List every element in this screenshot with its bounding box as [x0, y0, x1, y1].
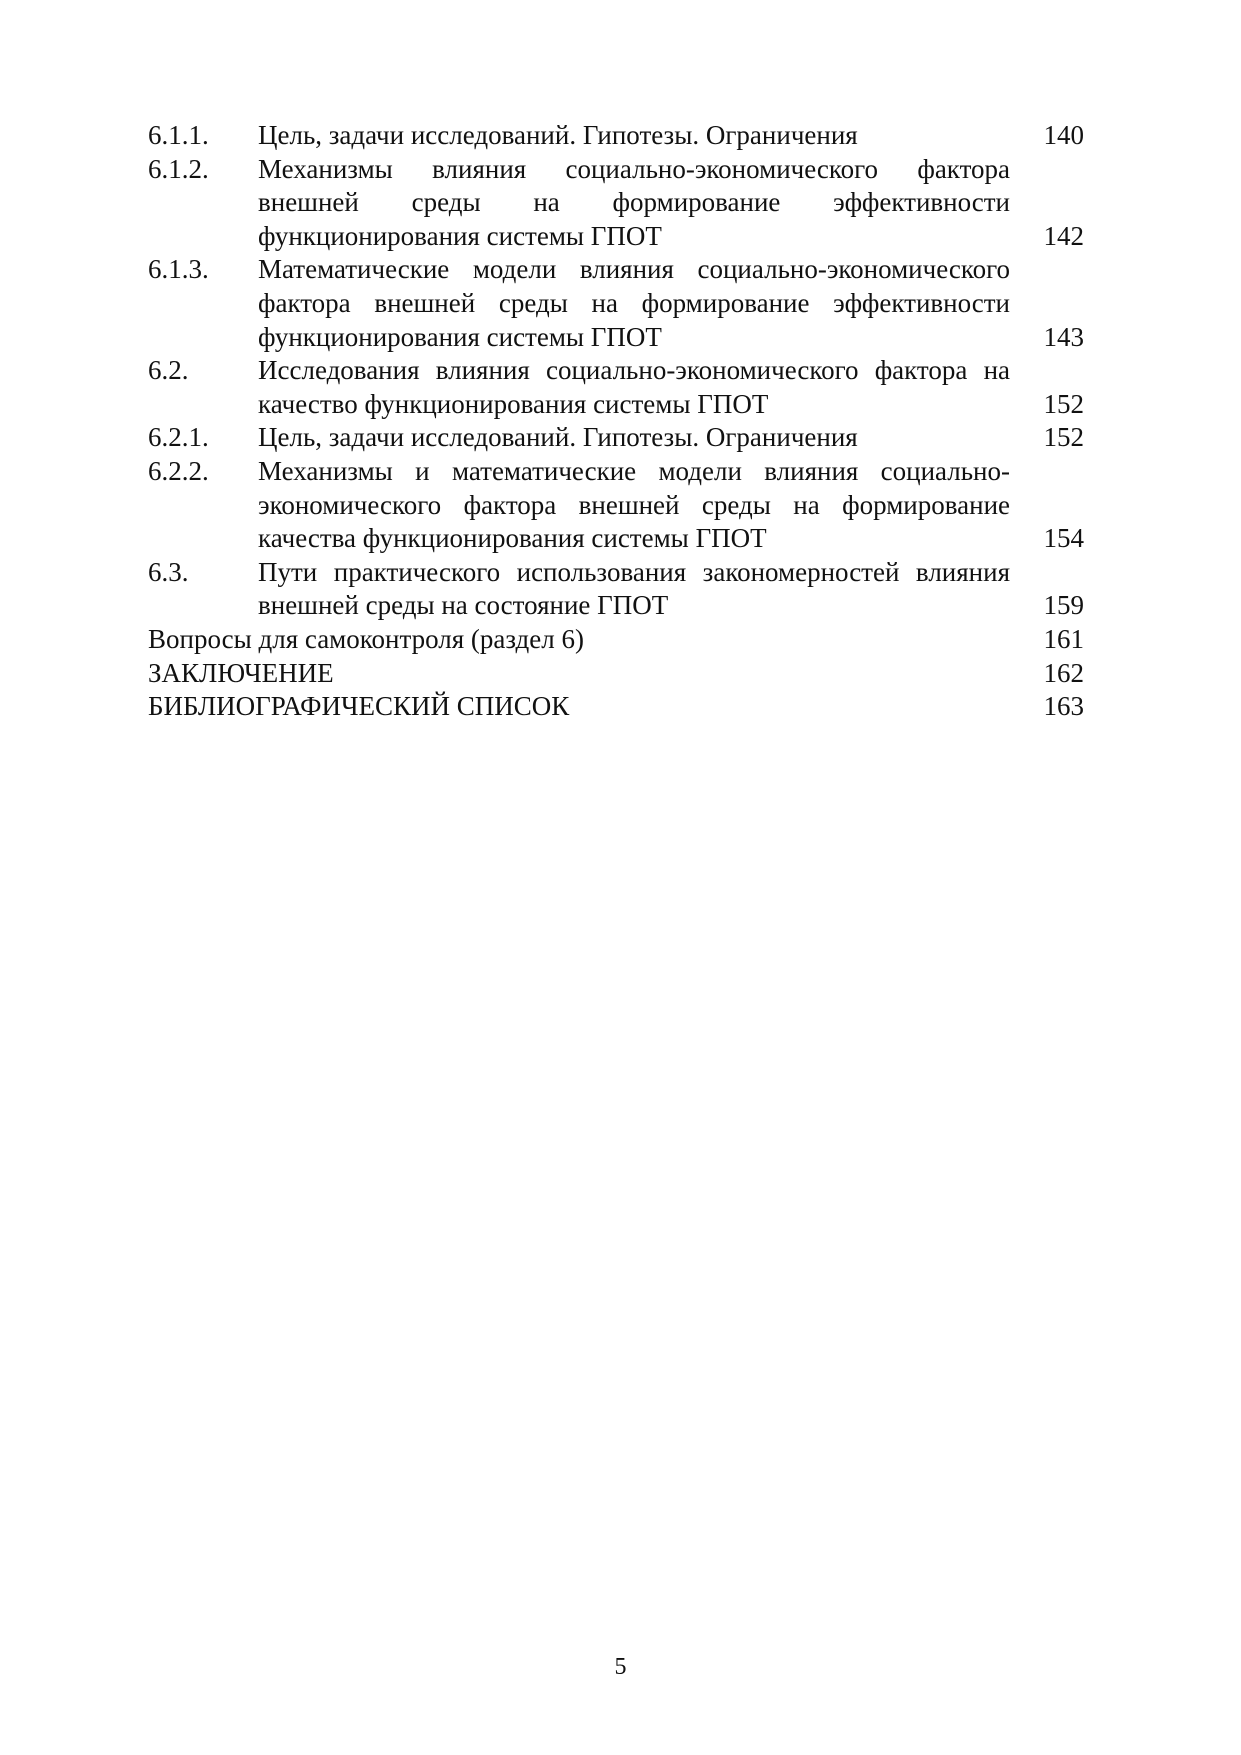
toc-entry-title: Механизмы влияния социально-экономического фактора внешней среды на формирование эффективности функционирования системы ГПОТ: [258, 153, 1010, 251]
toc-entry-title: БИБЛИОГРАФИЧЕСКИЙ СПИСОК: [148, 691, 570, 722]
toc-entry-number: 6.3.: [148, 556, 189, 587]
toc-entry-page: 162: [1043, 657, 1084, 688]
toc-entry-number: 6.2.: [148, 355, 189, 386]
toc-entry-title: Цель, задачи исследований. Гипотезы. Ограничения: [258, 120, 858, 150]
page-number: 5: [614, 1654, 627, 1680]
toc-entry-title: Пути практического использования закономерностей влияния внешней среды на состояние ГПОТ: [258, 556, 1010, 621]
toc-entry-title: Исследования влияния социально-экономического фактора на качество функционирования системы ГПОТ: [258, 355, 1010, 419]
toc-entry[interactable]: [148, 556, 1084, 623]
toc-entry-page: 143: [1043, 321, 1084, 352]
toc-entry-title: Цель, задачи исследований. Гипотезы. Ограничения: [258, 422, 858, 453]
toc-entry-self-check[interactable]: [148, 623, 1084, 657]
toc-entry-title: Математические модели влияния социально-экономического фактора внешней среды на формирование эффективности функционирования системы ГПОТ: [258, 254, 1010, 352]
toc-entry[interactable]: [148, 153, 1084, 254]
toc-entry[interactable]: [148, 119, 1084, 153]
toc-entry-number: 6.2.2.: [148, 455, 209, 486]
toc-entry-page: 163: [1043, 691, 1084, 722]
toc-entry-bibliography[interactable]: [148, 690, 1084, 724]
toc-entry[interactable]: [148, 253, 1084, 354]
toc-entry-page: 161: [1043, 623, 1084, 654]
toc-entry-page: 152: [1043, 422, 1084, 453]
toc-entry-page: 152: [1043, 388, 1084, 419]
toc-entry-page: 154: [1043, 523, 1084, 554]
toc-entry-number: 6.2.1.: [148, 422, 209, 453]
toc-entry-number: 6.1.3.: [148, 254, 209, 285]
table-of-contents: [148, 119, 1084, 724]
toc-entry-page: 142: [1043, 220, 1084, 251]
toc-entry-number: 6.1.1.: [148, 120, 209, 150]
toc-entry-page: 159: [1043, 590, 1084, 621]
toc-entry[interactable]: [148, 421, 1084, 455]
toc-entry-page: 140: [1043, 120, 1084, 150]
toc-entry-title: Вопросы для самоконтроля (раздел 6): [148, 623, 584, 654]
toc-entry-conclusion[interactable]: [148, 657, 1084, 691]
toc-entry-number: 6.1.2.: [148, 153, 209, 184]
toc-entry-title: ЗАКЛЮЧЕНИЕ: [148, 657, 334, 688]
toc-entry-title: Механизмы и математические модели влияния социально-экономического фактора внешней среды на формирование качества функционирования системы ГПОТ: [258, 455, 1010, 554]
toc-entry[interactable]: [148, 354, 1084, 421]
toc-entry[interactable]: [148, 455, 1084, 556]
